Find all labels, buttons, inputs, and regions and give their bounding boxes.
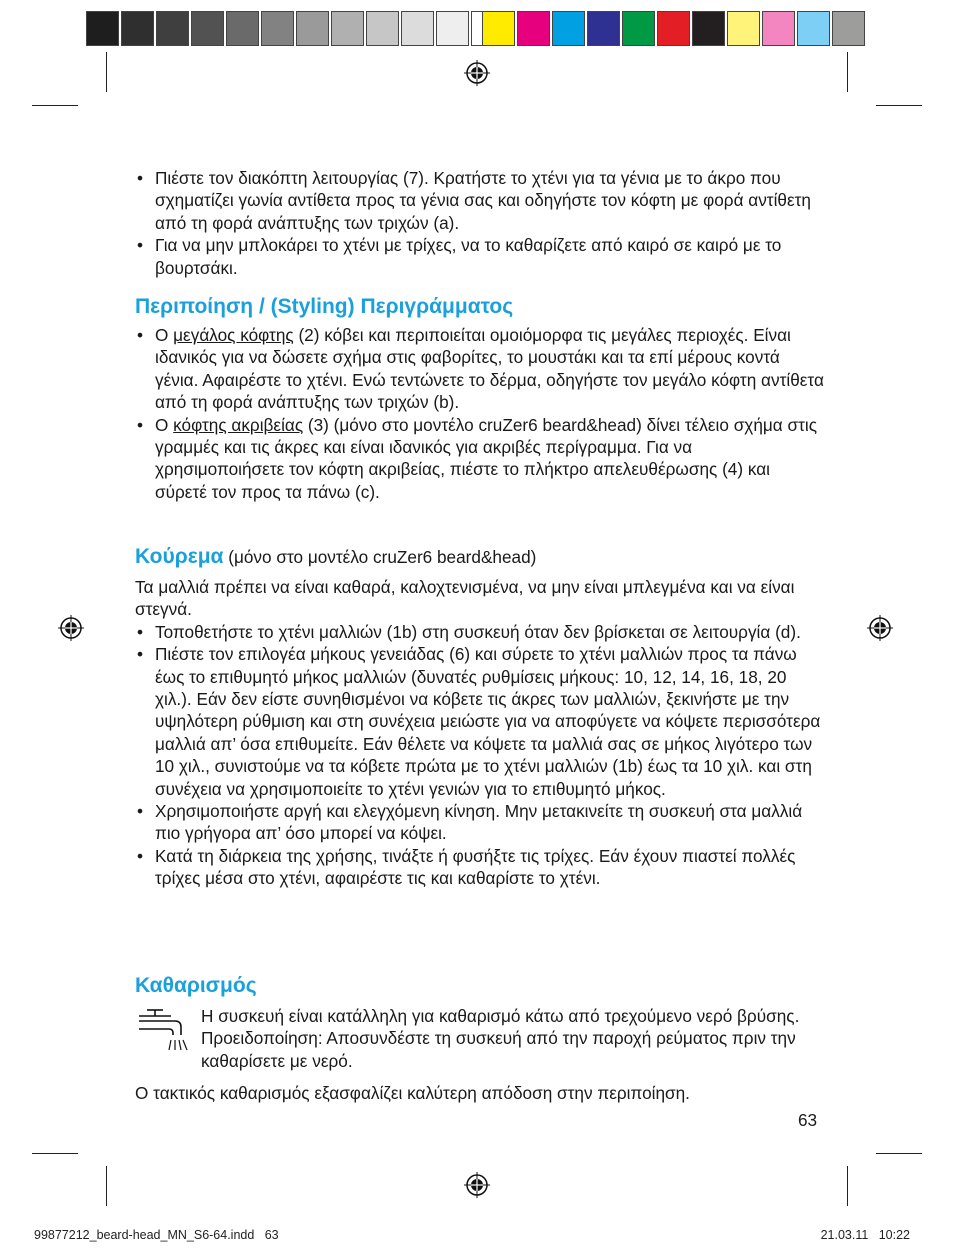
- registration-mark-icon: [56, 613, 86, 643]
- crop-mark-top-right-v: [847, 52, 848, 92]
- slug-file: 99877212_beard-head_MN_S6-64.indd 63: [34, 1228, 279, 1242]
- gray-swatch: [261, 11, 294, 46]
- bullet-icon: •: [137, 644, 144, 665]
- faucet-text: Η συσκευή είναι κατάλληλη για καθαρισμό κάτω από τρεχούμενο νερό βρύσης. Προειδοποίηση: Αποσυνδέστε τη συσκευή από την παροχή ρεύματος πριν την καθαρίσετε με νερό.: [201, 1006, 800, 1071]
- registration-mark-icon: [865, 613, 895, 643]
- gray-swatch: [366, 11, 399, 46]
- cleaning-heading: Καθαρισμός: [135, 974, 257, 997]
- color-swatch: [517, 11, 550, 46]
- list-item: • Τοποθετήστε το χτένι μαλλιών (1b) στη συσκευή όταν δεν βρίσκεται σε λειτουργία (d).: [137, 621, 801, 642]
- crop-mark-bottom-left-v: [106, 1166, 107, 1206]
- color-swatch: [727, 11, 760, 46]
- bullet-icon: •: [137, 414, 144, 435]
- bullet-icon: •: [137, 168, 144, 188]
- intro-section: [135, 167, 825, 279]
- crop-mark-top-right-h: [876, 105, 922, 106]
- gray-swatch: [401, 11, 434, 46]
- list-item: • Πιέστε τον διακόπτη λειτουργίας (7). Κρατήστε το χτένι για τα γένια με το άκρο που σχηματίζει γωνία αντίθετα προς τα γένια σας και οδηγήστε τον κόφτη με φορά αντίθετη από τη φορά ανάπτυξης των τριχών (a).: [137, 168, 811, 233]
- color-swatch: [692, 11, 725, 46]
- list-item: • Ο μεγάλος κόφτης (2) κόβει και περιποιείται ομοιόμορφα τις μεγάλες περιοχές. Είναι ιδανικός για να δώσετε σχήμα στις φαβορίτες, το μουστάκι και τα επί μέρους κοντά γένια. Αφαιρέστε το χτένι. Ενώ τεντώνετε το δέρμα, οδηγήστε τον μεγάλο κόφτη αντίθετα από τη φορά ανάπτυξης των τριχών (b).: [137, 325, 824, 413]
- color-swatch: [622, 11, 655, 46]
- bullet-icon: •: [137, 621, 144, 642]
- large-trimmer-term: μεγάλος κόφτης: [173, 325, 294, 345]
- haircut-intro: Τα μαλλιά πρέπει να είναι καθαρά, καλοχτενισμένα, να μην είναι μπλεγμένα και να είναι στεγνά.: [135, 577, 795, 620]
- crop-mark-bottom-right-h: [876, 1153, 922, 1154]
- page-number: 63: [798, 1110, 818, 1130]
- crop-mark-top-left-v: [106, 52, 107, 92]
- color-swatch: [832, 11, 865, 46]
- bullet-icon: •: [137, 845, 144, 866]
- styling-heading: Περιποίηση / (Styling) Περιγράμματος: [135, 295, 514, 318]
- color-swatch: [482, 11, 515, 46]
- haircut-heading: Κούρεμα (μόνο στο μοντέλο cruZer6 beard&head): [135, 545, 537, 568]
- color-calibration-bar: [482, 11, 867, 46]
- color-swatch: [762, 11, 795, 46]
- list-item: • Για να μην μπλοκάρει το χτένι με τρίχες, να το καθαρίζετε από καιρό σε καιρό με το βουρτσάκι.: [137, 235, 782, 278]
- gray-swatch: [436, 11, 469, 46]
- list-item: • Χρησιμοποιήστε αργή και ελεγχόμενη κίνηση. Μην μετακινείτε τη συσκευή στα μαλλιά πιο γρήγορα απ’ όσο μπορεί να κόψει.: [137, 801, 803, 844]
- color-swatch: [587, 11, 620, 46]
- bullet-icon: •: [137, 801, 144, 822]
- gray-swatch: [156, 11, 189, 46]
- registration-mark-icon: [462, 58, 492, 88]
- crop-mark-top-left-h: [32, 105, 78, 106]
- crop-mark-bottom-left-h: [32, 1153, 78, 1154]
- gray-swatch: [86, 11, 119, 46]
- list-item: • Ο κόφτης ακριβείας (3) (μόνο στο μοντέλο cruZer6 beard&head) δίνει τέλειο σχήμα στις γραμμές και τις άκρες και είναι ιδανικός για ακριβές περίγραμμα. Για να χρησιμοποιήσετε τον κόφτη ακριβείας, πιέστε το πλήκτρο απελευθέρωσης (4) και σύρετέ τον προς τα πάνω (c).: [137, 414, 818, 502]
- styling-section: [135, 294, 825, 503]
- color-swatch: [797, 11, 830, 46]
- registration-mark-icon: [462, 1170, 492, 1200]
- haircut-subheading: (μόνο στο μοντέλο cruZer6 beard&head): [223, 547, 537, 567]
- list-item: • Πιέστε τον επιλογέα μήκους γενειάδας (6) και σύρετε το χτένι μαλλιών προς τα πάνω έως το επιθυμητό μήκος μαλλιών (δυνατές ρυθμίσεις μήκους: 10, 12, 14, 16, 18, 20 χιλ.). Εάν δεν είστε συνηθισμένοι να κόβετε τις άκρες των μαλλιών, ξεκινήστε με την υψηλότερη ρύθμιση και στη συνέχεια μειώστε για να αποφύγετε να κόψετε περισσότερα μαλλιά απ’ όσα επιθυμείτε. Εάν θέλετε να κόψετε τα μαλλιά σας σε μήκος λιγότερο των 10 χιλ., συνιστούμε να τα κόβετε πρώτα με το χτένι μαλλιών (1b) έως τα 10 χιλ. και στη συνέχεια να χρησιμοποιείτε το χτένι γενιών για το επιθυμητό μήκος.: [137, 644, 821, 799]
- color-swatch: [552, 11, 585, 46]
- list-item: • Κατά τη διάρκεια της χρήσης, τινάξτε ή φυσήξτε τις τρίχες. Εάν έχουν πιαστεί πολλές τρίχες μέσα στο χτένι, αφαιρέστε τις και καθαρίστε το χτένι.: [137, 845, 796, 889]
- slug-date: 21.03.11 10:22: [820, 1228, 910, 1242]
- bullet-icon: •: [137, 325, 144, 345]
- haircut-section: [135, 544, 825, 890]
- faucet-icon: [135, 1007, 191, 1053]
- faucet-note: [135, 1005, 825, 1072]
- cleaning-section: [135, 973, 825, 1105]
- gray-swatch: [121, 11, 154, 46]
- crop-mark-bottom-right-v: [847, 1166, 848, 1206]
- bullet-icon: •: [137, 235, 144, 256]
- gray-swatch: [226, 11, 259, 46]
- cleaning-outro: Ο τακτικός καθαρισμός εξασφαλίζει καλύτερη απόδοση στην περιποίηση.: [135, 1083, 690, 1104]
- gray-swatch: [191, 11, 224, 46]
- gray-swatch: [296, 11, 329, 46]
- color-swatch: [657, 11, 690, 46]
- gray-calibration-bar: [86, 11, 506, 46]
- precision-trimmer-term: κόφτης ακριβείας: [173, 414, 304, 435]
- gray-swatch: [331, 11, 364, 46]
